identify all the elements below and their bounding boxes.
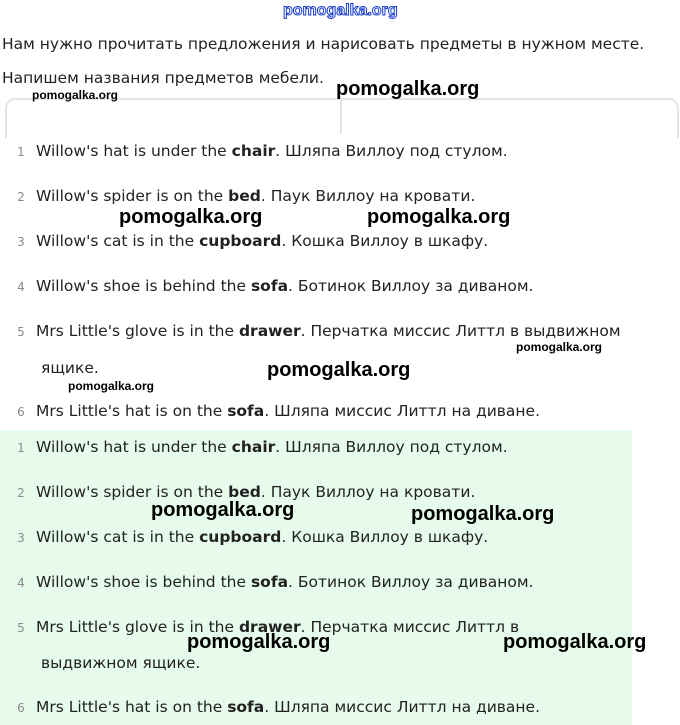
watermark: pomogalka.org xyxy=(187,631,331,653)
watermark-top: pomogalka.org xyxy=(283,2,398,19)
item-number: 6 xyxy=(17,701,25,715)
watermark: pomogalka.org xyxy=(411,503,555,525)
intro-line-1: Нам нужно прочитать предложения и нарисовать предметы в нужном месте. xyxy=(2,35,645,53)
item-number: 3 xyxy=(17,531,25,545)
item-text: Willow's hat is under the chair. Шляпа Виллоу под стулом. xyxy=(36,142,508,160)
table-divider xyxy=(340,100,342,134)
watermark: pomogalka.org xyxy=(503,631,647,653)
item-number: 4 xyxy=(17,280,25,294)
watermark: pomogalka.org xyxy=(367,206,511,228)
item-text: Willow's shoe is behind the sofa. Ботинок Виллоу за диваном. xyxy=(36,277,534,295)
item-text: Mrs Little's hat is on the sofa. Шляпа миссис Литтл на диване. xyxy=(36,698,541,716)
item-text: Mrs Little's hat is on the sofa. Шляпа миссис Литтл на диване. xyxy=(36,402,541,420)
item-number: 1 xyxy=(17,145,25,159)
item-text: Willow's shoe is behind the sofa. Ботинок Виллоу за диваном. xyxy=(36,573,534,591)
watermark: pomogalka.org xyxy=(32,88,119,102)
item-text: Willow's spider is on the bed. Паук Виллоу на кровати. xyxy=(36,483,476,501)
intro-line-2: Напишем названия предметов мебели. xyxy=(2,69,324,87)
item-number: 6 xyxy=(17,405,25,419)
item-number: 1 xyxy=(17,441,25,455)
watermark: pomogalka.org xyxy=(516,340,603,354)
watermark: pomogalka.org xyxy=(336,78,480,100)
item-number: 5 xyxy=(17,325,25,339)
item-text: Willow's hat is under the chair. Шляпа Виллоу под стулом. xyxy=(36,438,508,456)
item-text: Willow's cat is in the cupboard. Кошка Виллоу в шкафу. xyxy=(36,528,489,546)
item-text: Willow's spider is on the bed. Паук Виллоу на кровати. xyxy=(36,187,476,205)
item-number: 3 xyxy=(17,235,25,249)
item-number: 5 xyxy=(17,621,25,635)
watermark: pomogalka.org xyxy=(151,499,295,521)
item-number: 2 xyxy=(17,486,25,500)
item-number: 2 xyxy=(17,190,25,204)
item-text: Willow's cat is in the cupboard. Кошка Виллоу в шкафу. xyxy=(36,232,489,250)
item-text: Mrs Little's glove is in the drawer. Перчатка миссис Литтл в выдвижном xyxy=(36,322,621,340)
item-number: 4 xyxy=(17,576,25,590)
item-text-continuation: выдвижном ящике. xyxy=(41,654,201,672)
watermark: pomogalka.org xyxy=(119,206,263,228)
item-text: Mrs Little's glove is in the drawer. Перчатка миссис Литтл в xyxy=(36,618,520,636)
item-text-continuation: ящике. xyxy=(41,359,99,377)
table-frame xyxy=(5,98,679,138)
watermark: pomogalka.org xyxy=(267,359,411,381)
watermark: pomogalka.org xyxy=(68,379,155,393)
